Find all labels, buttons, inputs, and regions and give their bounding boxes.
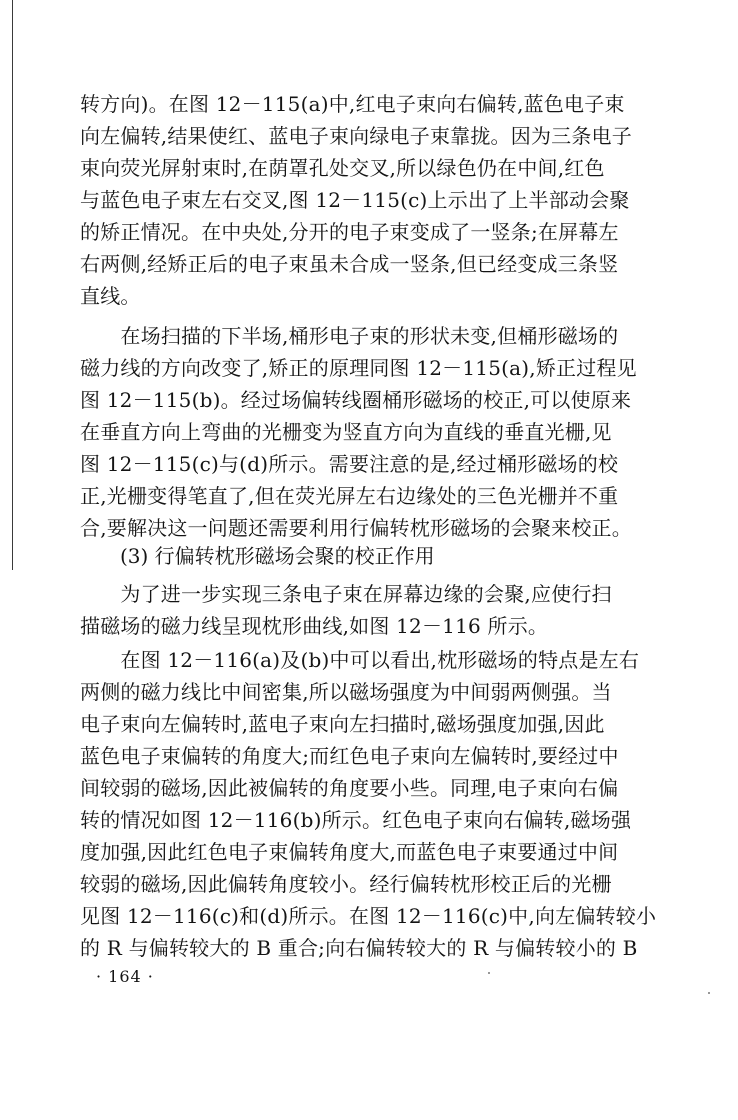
text-line: 束向荧光屏射束时,在荫罩孔处交叉,所以绿色仍在中间,红色 (80, 156, 605, 180)
text-line: 电子束向左偏转时,蓝电子束向左扫描时,磁场强度加强,因此 (80, 712, 605, 736)
text-line: 的 R 与偏转较大的 B 重合;向右偏转较大的 R 与偏转较小的 B (80, 936, 638, 960)
text-line: 见图 12－116(c)和(d)所示。在图 12－116(c)中,向左偏转较小 (80, 904, 657, 928)
text-line: 与蓝色电子束左右交叉,图 12－115(c)上示出了上半部动会聚 (80, 188, 630, 212)
text-line: 蓝色电子束偏转的角度大;而红色电子束向左偏转时,要经过中 (80, 744, 619, 768)
text-line: 较弱的磁场,因此偏转角度较小。经行偏转枕形校正后的光栅 (80, 872, 612, 896)
text-line: 直线。 (80, 284, 141, 308)
text-line: 转方向)。在图 12－115(a)中,红电子束向右偏转,蓝色电子束 (80, 92, 625, 116)
paragraph-2 (80, 320, 660, 544)
text-line: 磁力线的方向改变了,矫正的原理同图 12－115(a),矫正过程见 (80, 356, 637, 380)
text-line: 在垂直方向上弯曲的光栅变为竖直方向为直线的垂直光栅,见 (80, 420, 612, 444)
text-line: 为了进一步实现三条电子束在屏幕边缘的会聚,应使行扫 (80, 582, 612, 606)
text-line: 转的情况如图 12－116(b)所示。红色电子束向右偏转,磁场强 (80, 808, 632, 832)
section-heading-block (80, 540, 660, 572)
text-line: 合,要解决这一问题还需要利用行偏转枕形磁场的会聚来校正。 (80, 516, 632, 540)
text-line: 图 12－115(c)与(d)所示。需要注意的是,经过桶形磁场的校 (80, 452, 619, 476)
text-line: 间较弱的磁场,因此被偏转的角度要小些。同理,电子束向右偏 (80, 776, 619, 800)
page-edge-line (12, 0, 13, 570)
text-line: 的矫正情况。在中央处,分开的电子束变成了一竖条;在屏幕左 (80, 220, 619, 244)
text-line: 在场扫描的下半场,桶形电子束的形状未变,但桶形磁场的 (80, 324, 619, 348)
scan-speck (708, 992, 710, 994)
paragraph-4 (80, 644, 660, 964)
text-line: 右两侧,经矫正后的电子束虽未合成一竖条,但已经变成三条竖 (80, 252, 619, 276)
paragraph-1 (80, 88, 660, 312)
text-line: 向左偏转,结果使红、蓝电子束向绿电子束靠拢。因为三条电子 (80, 124, 632, 148)
text-line: 正,光栅变得笔直了,但在荧光屏左右边缘处的三色光栅并不重 (80, 484, 619, 508)
page-number: · 164 · (96, 967, 154, 986)
text-line: 在图 12－116(a)及(b)中可以看出,枕形磁场的特点是左右 (80, 648, 640, 672)
paragraph-3 (80, 578, 660, 642)
text-line: 图 12－115(b)。经过场偏转线圈桶形磁场的校正,可以使原来 (80, 388, 632, 412)
text-line: 描磁场的磁力线呈现枕形曲线,如图 12－116 所示。 (80, 614, 549, 638)
text-line: 度加强,因此红色电子束偏转角度大,而蓝色电子束要通过中间 (80, 840, 619, 864)
scan-speck (488, 972, 490, 974)
text-line: 两侧的磁力线比中间密集,所以磁场强度为中间弱两侧强。当 (80, 680, 612, 704)
section-heading: (3) 行偏转枕形磁场会聚的校正作用 (80, 544, 435, 568)
